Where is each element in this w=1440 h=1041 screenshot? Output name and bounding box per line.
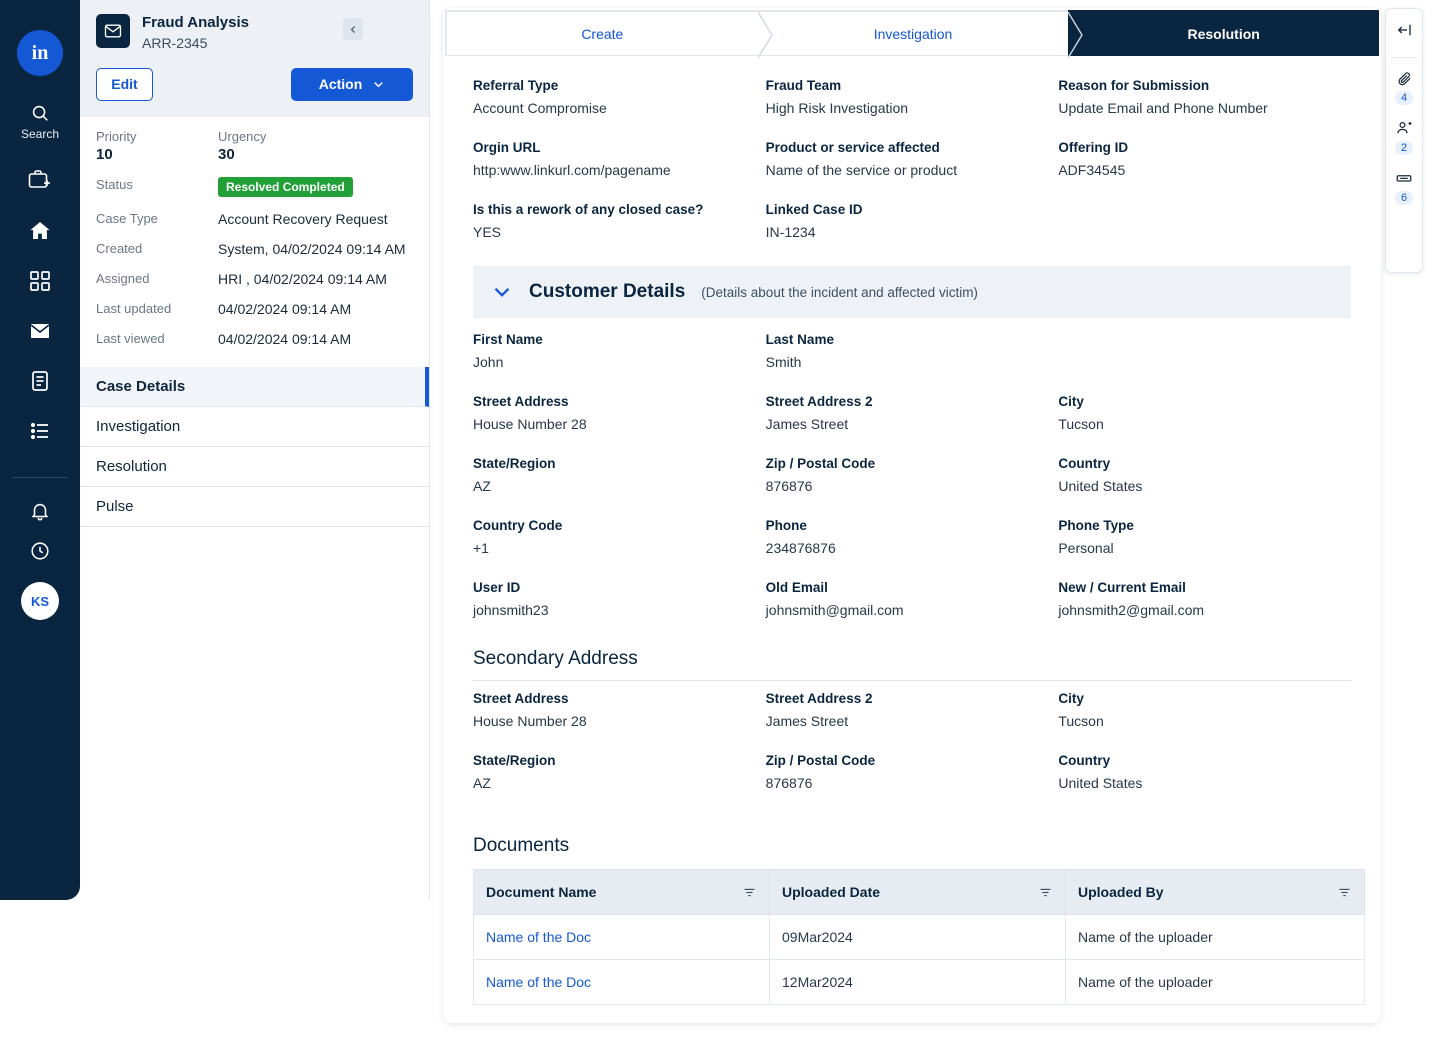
field-label: Phone Type: [1058, 518, 1134, 533]
case-details-body: [443, 56, 1381, 1005]
sidebar-item-home[interactable]: [0, 219, 80, 243]
field-value: ADF34545: [1058, 162, 1126, 178]
summary-fields-row: [473, 140, 1351, 202]
summary-fields-row: [473, 78, 1351, 140]
field-value: John: [473, 354, 504, 370]
field-value: House Number 28: [473, 416, 587, 432]
step-resolution-label: Resolution: [1187, 25, 1260, 42]
field-label: Offering ID: [1058, 140, 1129, 155]
field-new-current-email: [1058, 580, 1351, 618]
meta-row: [96, 271, 413, 287]
field-origin-url: [473, 140, 766, 178]
sidebar-item-search-label: Search: [20, 127, 60, 141]
document-icon: [28, 369, 52, 393]
urgency-label: Urgency: [218, 129, 267, 144]
step-separator-icon: [758, 12, 774, 55]
field-value: +1: [473, 540, 489, 556]
field-value: United States: [1058, 478, 1143, 494]
step-create-label: Create: [581, 25, 624, 42]
search-icon: [29, 102, 51, 124]
column-uploaded-by[interactable]: [1066, 870, 1365, 915]
customer-fields-row: [473, 580, 1351, 642]
meta-key: Created: [96, 241, 143, 256]
field-value: United States: [1058, 775, 1143, 791]
panel-nav: [80, 367, 429, 527]
field-placeholder: [1058, 332, 1351, 370]
section-hint: (Details about the incident and affected victim): [701, 284, 978, 300]
meta-key: Assigned: [96, 271, 150, 286]
field-value: AZ: [473, 775, 491, 791]
case-meta: [80, 117, 429, 347]
meta-key: Status: [96, 177, 133, 192]
field-label: State/Region: [473, 456, 556, 471]
sidebar-item-pulse[interactable]: Pulse: [80, 487, 429, 527]
summary-fields-row: [473, 202, 1351, 264]
sidebar-item-mail[interactable]: [0, 319, 80, 343]
meta-value: HRI , 04/02/2024 09:14 AM: [218, 271, 387, 287]
page-title: Fraud Analysis: [142, 14, 249, 31]
related-items-count: 6: [1395, 191, 1413, 205]
field-linked-case-id: [766, 202, 1059, 240]
field-label: Zip / Postal Code: [765, 456, 876, 471]
column-label: Uploaded Date: [782, 884, 881, 900]
action-button-label: Action: [318, 76, 363, 93]
step-resolution[interactable]: [1068, 10, 1379, 56]
field-label: Phone: [765, 518, 807, 533]
field-label: First Name: [473, 332, 543, 347]
field-last-name: [766, 332, 1059, 370]
field-country: [1058, 456, 1351, 494]
field-referral-type: [473, 78, 766, 116]
field-reason-for-submission: [1058, 78, 1351, 116]
progress-stepper: [443, 8, 1381, 56]
notifications-button[interactable]: [0, 500, 80, 522]
meta-value: 04/02/2024 09:14 AM: [218, 331, 352, 347]
case-header: [80, 0, 429, 117]
field-label: Reason for Submission: [1058, 78, 1210, 93]
field-label: City: [1058, 691, 1084, 706]
meta-row: [96, 177, 413, 197]
rail-divider: [12, 477, 68, 478]
field-placeholder: [1058, 202, 1351, 240]
secondary-address-title: Secondary Address: [473, 648, 1351, 681]
document-date: 09Mar2024: [770, 915, 1066, 960]
field-sec-country: [1058, 753, 1351, 791]
case-envelope-icon: [96, 14, 130, 48]
field-label: New / Current Email: [1058, 580, 1186, 595]
secondary-address-row: [473, 753, 1351, 815]
filter-icon[interactable]: [742, 885, 757, 900]
field-value: 876876: [765, 478, 813, 494]
column-uploaded-date[interactable]: [770, 870, 1066, 915]
field-label: Country: [1058, 753, 1111, 768]
field-rework-of-closed-case: [473, 202, 766, 240]
field-label: Referral Type: [473, 78, 559, 93]
step-separator-icon: [1068, 12, 1084, 55]
field-product-or-service: [766, 140, 1059, 178]
field-value: johnsmith2@gmail.com: [1058, 602, 1205, 618]
field-value: YES: [473, 224, 502, 240]
meta-key: Last viewed: [96, 331, 165, 346]
field-phone-type: [1058, 518, 1351, 556]
field-label: Street Address 2: [765, 394, 873, 409]
customer-fields-row: [473, 332, 1351, 394]
envelope-icon: [28, 319, 52, 343]
case-summary-panel: [80, 0, 430, 900]
field-label: Old Email: [765, 580, 828, 595]
meta-row: [96, 301, 413, 317]
customer-fields-row: [473, 518, 1351, 580]
field-label: User ID: [473, 580, 521, 595]
secondary-address-row: [473, 691, 1351, 753]
paperclip-icon: [1396, 70, 1413, 87]
table-row: [474, 915, 1365, 960]
document-name-link[interactable]: Name of the Doc: [474, 915, 770, 960]
bell-icon: [29, 500, 51, 522]
column-document-name[interactable]: [474, 870, 770, 915]
sidebar-item-investigation[interactable]: Investigation: [80, 407, 429, 447]
field-value: AZ: [473, 478, 491, 494]
collapse-panel-button[interactable]: [343, 18, 363, 40]
field-value: James Street: [765, 416, 849, 432]
home-icon: [28, 219, 52, 243]
field-city: [1058, 394, 1351, 432]
primary-nav-rail: [0, 0, 80, 900]
field-label: Street Address 2: [765, 691, 873, 706]
meta-row: [96, 331, 413, 347]
priority-field: [96, 129, 218, 163]
meta-row: [96, 241, 413, 257]
list-icon: [28, 419, 52, 443]
column-label: Uploaded By: [1078, 884, 1164, 900]
field-zip-postal-code: [766, 456, 1059, 494]
collapse-right-icon: [1395, 21, 1413, 39]
field-value: 234876876: [765, 540, 836, 556]
sidebar-item-cases[interactable]: [0, 167, 80, 193]
field-label: State/Region: [473, 753, 556, 768]
field-value: http:www.linkurl.com/pagename: [473, 162, 671, 178]
priority-label: Priority: [96, 129, 137, 144]
step-create[interactable]: [445, 10, 758, 56]
filter-icon[interactable]: [1337, 885, 1352, 900]
documents-title: Documents: [473, 835, 570, 856]
chevron-down-icon: [372, 78, 385, 91]
table-header-row: [474, 870, 1365, 915]
field-value: Name of the service or product: [765, 162, 958, 178]
sidebar-item-case-details[interactable]: Case Details: [80, 367, 429, 407]
field-sec-state-region: [473, 753, 766, 791]
meta-value: Account Recovery Request: [218, 211, 388, 227]
field-value: Update Email and Phone Number: [1058, 100, 1268, 116]
briefcase-plus-icon: [27, 167, 53, 193]
field-value: 876876: [765, 775, 813, 791]
field-old-email: [766, 580, 1059, 618]
field-country-code: [473, 518, 766, 556]
edit-button[interactable]: Edit: [96, 68, 153, 101]
table-row: [474, 960, 1365, 1005]
clock-icon: [29, 540, 51, 562]
meta-value: 04/02/2024 09:14 AM: [218, 301, 352, 317]
participants-button[interactable]: [1395, 119, 1413, 155]
document-name-link[interactable]: Name of the Doc: [474, 960, 770, 1005]
filter-icon[interactable]: [1038, 885, 1053, 900]
document-uploader: Name of the uploader: [1066, 960, 1365, 1005]
document-date: 12Mar2024: [770, 960, 1066, 1005]
field-sec-street-address-2: [766, 691, 1059, 729]
sidebar-item-apps[interactable]: [0, 269, 80, 293]
step-investigation[interactable]: [758, 10, 1069, 56]
field-label: Street Address: [473, 394, 569, 409]
chevron-left-icon: [349, 25, 358, 34]
field-value: James Street: [765, 713, 849, 729]
field-sec-zip-postal-code: [766, 753, 1059, 791]
field-value: johnsmith23: [473, 602, 549, 618]
field-value: IN-1234: [765, 224, 816, 240]
status-badge: Resolved Completed: [218, 177, 353, 197]
sidebar-item-lists[interactable]: [0, 419, 80, 443]
field-street-address: [473, 394, 766, 432]
history-button[interactable]: [0, 540, 80, 562]
field-label: Is this a rework of any closed case?: [473, 202, 704, 217]
meta-key: Case Type: [96, 211, 158, 226]
field-value: Smith: [765, 354, 802, 370]
cards-icon: [1395, 169, 1413, 187]
customer-fields-row: [473, 456, 1351, 518]
customer-fields-row: [473, 394, 1351, 456]
urgency-value: 30: [218, 146, 235, 163]
field-value: Account Compromise: [473, 100, 607, 116]
field-phone: [766, 518, 1059, 556]
grid-icon: [28, 269, 52, 293]
avatar[interactable]: KS: [21, 582, 59, 620]
field-user-id: [473, 580, 766, 618]
action-button[interactable]: [291, 68, 413, 101]
field-label: Orgin URL: [473, 140, 541, 155]
meta-row: [96, 211, 413, 227]
participants-count: 2: [1395, 141, 1413, 155]
column-label: Document Name: [486, 884, 597, 900]
field-label: Country Code: [473, 518, 563, 533]
main-content: [443, 8, 1381, 1023]
field-fraud-team: [766, 78, 1059, 116]
field-value: High Risk Investigation: [765, 100, 909, 116]
app-logo[interactable]: in: [17, 30, 63, 76]
field-label: City: [1058, 394, 1084, 409]
field-value: johnsmith@gmail.com: [765, 602, 904, 618]
field-value: Tucson: [1058, 713, 1104, 729]
field-label: Fraud Team: [765, 78, 842, 93]
field-label: Zip / Postal Code: [765, 753, 876, 768]
field-offering-id: [1058, 140, 1351, 178]
case-number: ARR-2345: [142, 34, 208, 51]
step-investigation-label: Investigation: [873, 25, 953, 42]
field-sec-city: [1058, 691, 1351, 729]
field-value: Tucson: [1058, 416, 1104, 432]
field-street-address-2: [766, 394, 1059, 432]
sidebar-item-search[interactable]: [0, 102, 80, 141]
collapse-rail-button[interactable]: [1395, 21, 1413, 39]
meta-key: Last updated: [96, 301, 172, 316]
field-label: Linked Case ID: [765, 202, 863, 217]
chevron-down-icon: [491, 281, 513, 303]
documents-table: [473, 869, 1365, 1005]
field-first-name: [473, 332, 766, 370]
field-value: Personal: [1058, 540, 1114, 556]
utility-rail: [1385, 8, 1423, 273]
rail-divider: [1391, 57, 1417, 58]
sidebar-item-resolution[interactable]: Resolution: [80, 447, 429, 487]
field-value: House Number 28: [473, 713, 587, 729]
meta-value: System, 04/02/2024 09:14 AM: [218, 241, 406, 257]
field-label: Country: [1058, 456, 1111, 471]
field-state-region: [473, 456, 766, 494]
attachments-button[interactable]: [1395, 70, 1413, 105]
document-uploader: Name of the uploader: [1066, 915, 1365, 960]
sidebar-item-documents[interactable]: [0, 369, 80, 393]
field-label: Last Name: [765, 332, 834, 347]
field-label: Product or service affected: [765, 140, 940, 155]
customer-details-section-header[interactable]: [473, 266, 1351, 318]
section-title: Customer Details: [529, 281, 686, 302]
field-label: Street Address: [473, 691, 569, 706]
people-icon: [1395, 119, 1413, 137]
urgency-field: [218, 129, 340, 163]
related-items-button[interactable]: [1395, 169, 1413, 205]
priority-value: 10: [96, 146, 113, 163]
field-sec-street-address: [473, 691, 766, 729]
attachments-count: 4: [1395, 91, 1413, 105]
